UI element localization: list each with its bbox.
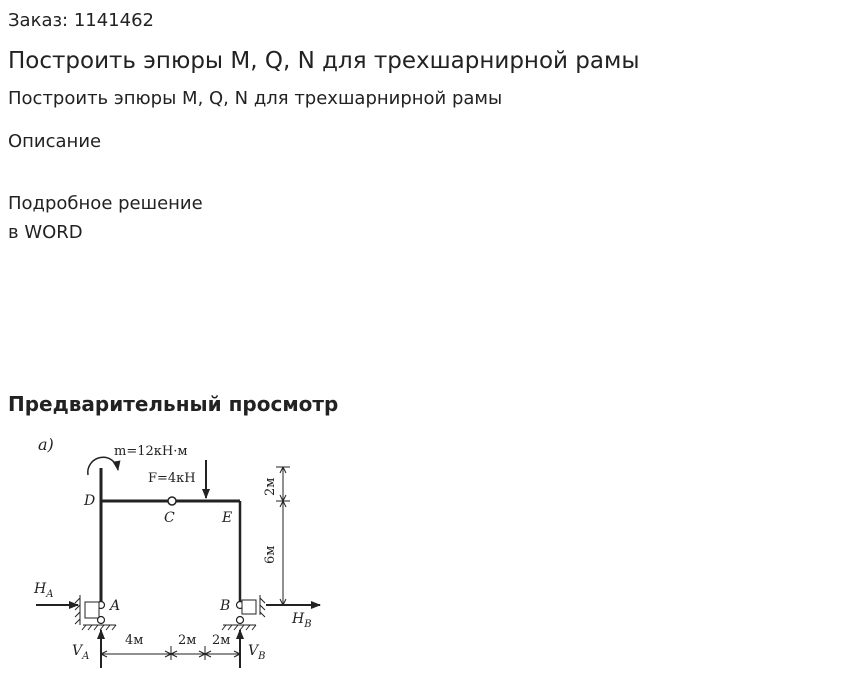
dimension-2m-vertical: 2м	[263, 477, 278, 496]
preview-heading: Предварительный просмотр	[8, 392, 339, 416]
description-line-1: Подробное решение	[8, 193, 203, 214]
reaction-vb-label: $V_B$	[248, 643, 266, 662]
description-line-2: в WORD	[8, 222, 83, 243]
hinge-c	[168, 497, 176, 505]
moment-arrow	[88, 457, 118, 475]
frame-diagram	[28, 430, 328, 670]
moment-label: m=12кН·м	[114, 444, 188, 459]
page-title: Построить эпюры M, Q, N для трехшарнирной рамы	[8, 48, 640, 74]
force-label: F=4кН	[148, 471, 196, 486]
dimension-4m: 4м	[125, 633, 144, 648]
node-b-label: B	[220, 598, 231, 614]
horizontal-dimension	[101, 646, 240, 660]
reaction-hb-label: $H_B$	[292, 611, 312, 630]
panel-label: a)	[38, 435, 54, 454]
node-d-label: D	[84, 493, 96, 509]
node-c-label: C	[164, 510, 175, 526]
order-number: Заказ: 1141462	[8, 10, 154, 31]
reaction-ha-label: $H_A$	[34, 581, 54, 600]
node-a-label: A	[110, 598, 121, 614]
dimension-2m-left: 2м	[178, 633, 197, 648]
description-heading: Описание	[8, 131, 102, 152]
frame-diagram-image	[28, 430, 328, 670]
node-e-label: E	[222, 510, 233, 526]
page-subtitle: Построить эпюры M, Q, N для трехшарнирной рамы	[8, 88, 503, 109]
dimension-2m-right: 2м	[212, 633, 231, 648]
dimension-6m-vertical: 6м	[263, 545, 278, 564]
reaction-va-label: $V_A$	[72, 643, 90, 662]
vertical-dimension	[276, 467, 290, 605]
